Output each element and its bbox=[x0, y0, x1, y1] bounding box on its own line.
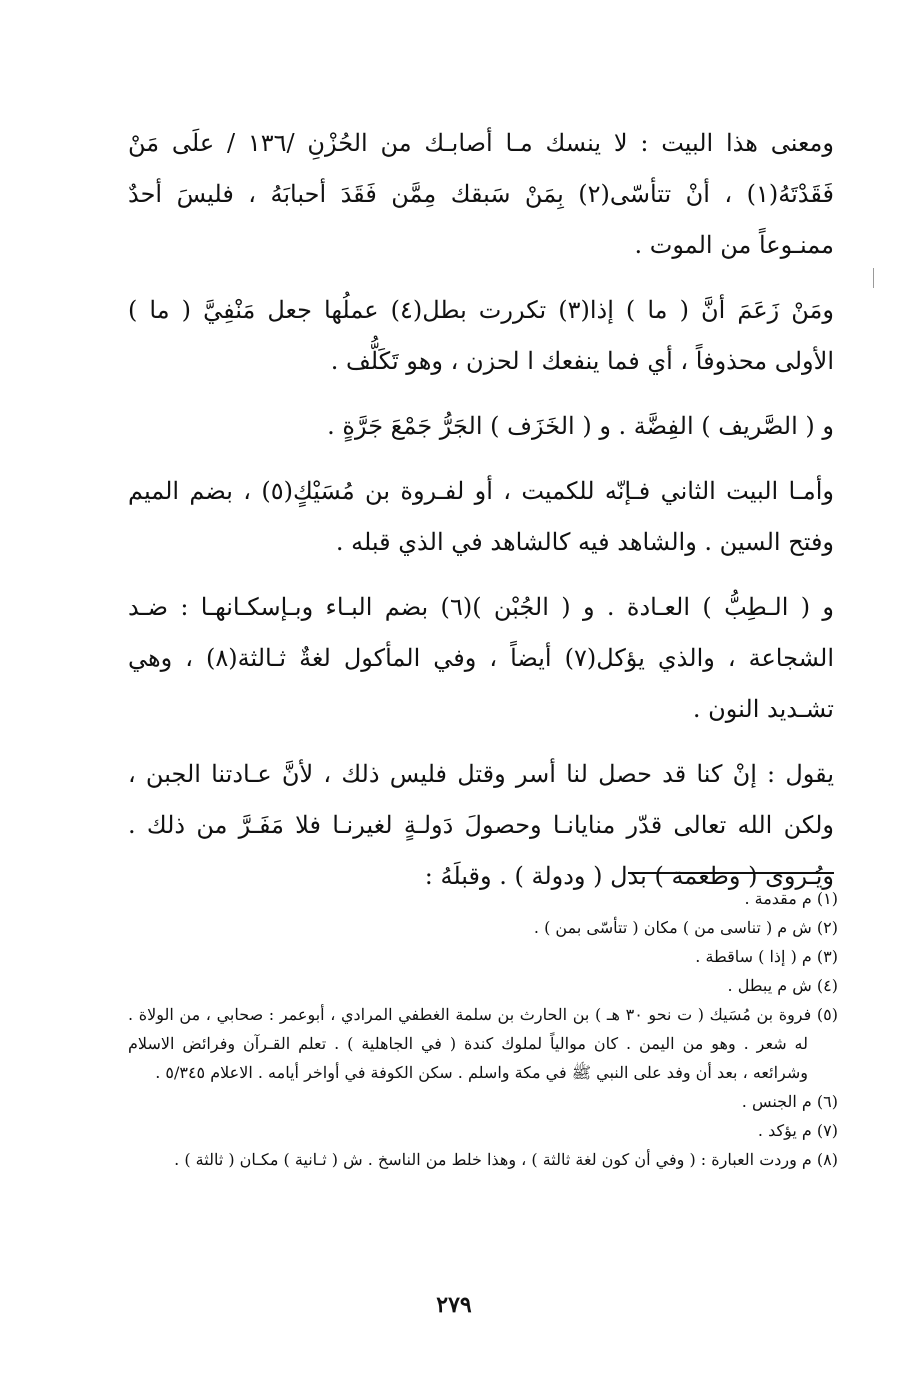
footnote: (٢) ش م ( تناسى من ) مكان ( تتأسّى بمن ) . bbox=[533, 918, 838, 937]
scan-mark bbox=[873, 268, 874, 288]
paragraph: يقول : إنْ كنا قد حصل لنا أسر وقتل فليس ذلك ، لأنَّ عـادتنا الجبن ، ولكن الله تعالى قدّر منايانـا وحصولَ دَولـةٍ لغيرنـا فلا مَفَـرَّ من ذلك . ويُـروى ( وطعمة ) بدل ( ودولة ) . وقبلَهُ : bbox=[128, 760, 834, 890]
footnote-separator bbox=[628, 872, 834, 874]
paragraph: و ( الـطِبُّ ) العـادة . و ( الجُبْن )(٦) بضم البـاء وبـإسكـانهـا : ضـد الشجاعة ، والذي يؤكل(٧) أيضاً ، وفي المأكول لغةٌ ثـالثة(٨) ، وهي تشـديد النون . bbox=[128, 593, 835, 723]
footnote: (٥) فروة بن مُسَيك ( ت نحو ٣٠ هـ ) بن الحارث بن سلمة الغطفي المرادي ، أبوعمر : صحابي ، من الولاة . له شعر . وهو من اليمن . كان موالياً لملوك كندة ( في الجاهلية ) . تعلم القـرآن وفرائض الاسلام وشرائعه ، بعد أن وفد على النبي ﷺ في مكة واسلم . سكن الكوفة في أواخر أيامه . الاعلام ٥/٣٤٥ . bbox=[128, 1005, 838, 1082]
paragraph: ومعنى هذا البيت : لا ينسك مـا أصابـك من الحُزْنِ /١٣٦ / علَى مَنْ فَقَدْتَهُ(١) ، أنْ تتأسّى(٢) بِمَنْ سَبقك مِمَّن فَقَدَ أحبابَهُ ، فليسَ أحدٌ ممنـوعاً من الموت . bbox=[128, 129, 835, 259]
main-text bbox=[128, 118, 834, 916]
paragraph: وأمـا البيت الثاني فـإنّه للكميت ، أو لفـروة بن مُسَيْكٍ(٥) ، بضم الميم وفتح السين . والشاهد فيه كالشاهد في الذي قبله . bbox=[128, 477, 835, 556]
footnote: (٦) م الجنس . bbox=[741, 1092, 838, 1111]
footnote: (٨) م وردت العبارة : ( وفي أن كون لغة ثالثة ) ، وهذا خلط من الناسخ . ش ( ثـانية ) مكـان ( ثالثة ) . bbox=[174, 1150, 838, 1169]
footnote: (٧) م يؤكد . bbox=[757, 1121, 838, 1140]
footnote: (١) م مقدمة . bbox=[744, 889, 838, 908]
paragraph: و ( الصَّريف ) الفِضَّة . و ( الخَزَف ) الجَرُّ جَمْعَ جَرَّةٍ . bbox=[327, 412, 834, 440]
footnote: (٤) ش م يبطل . bbox=[727, 976, 838, 995]
footnotes bbox=[128, 884, 838, 1174]
footnote: (٣) م ( إذا ) ساقطة . bbox=[695, 947, 838, 966]
paragraph: ومَنْ زَعَمَ أنَّ ( ما ) إذا(٣) تكررت بطل(٤) عملُها جعل مَنْفِيَّ ( ما ) الأولى محذوفاً ، أي فما ينفعك ا لحزن ، وهو تَكَلُّف . bbox=[128, 296, 834, 375]
page-number: ٢٧٩ bbox=[436, 1292, 472, 1318]
